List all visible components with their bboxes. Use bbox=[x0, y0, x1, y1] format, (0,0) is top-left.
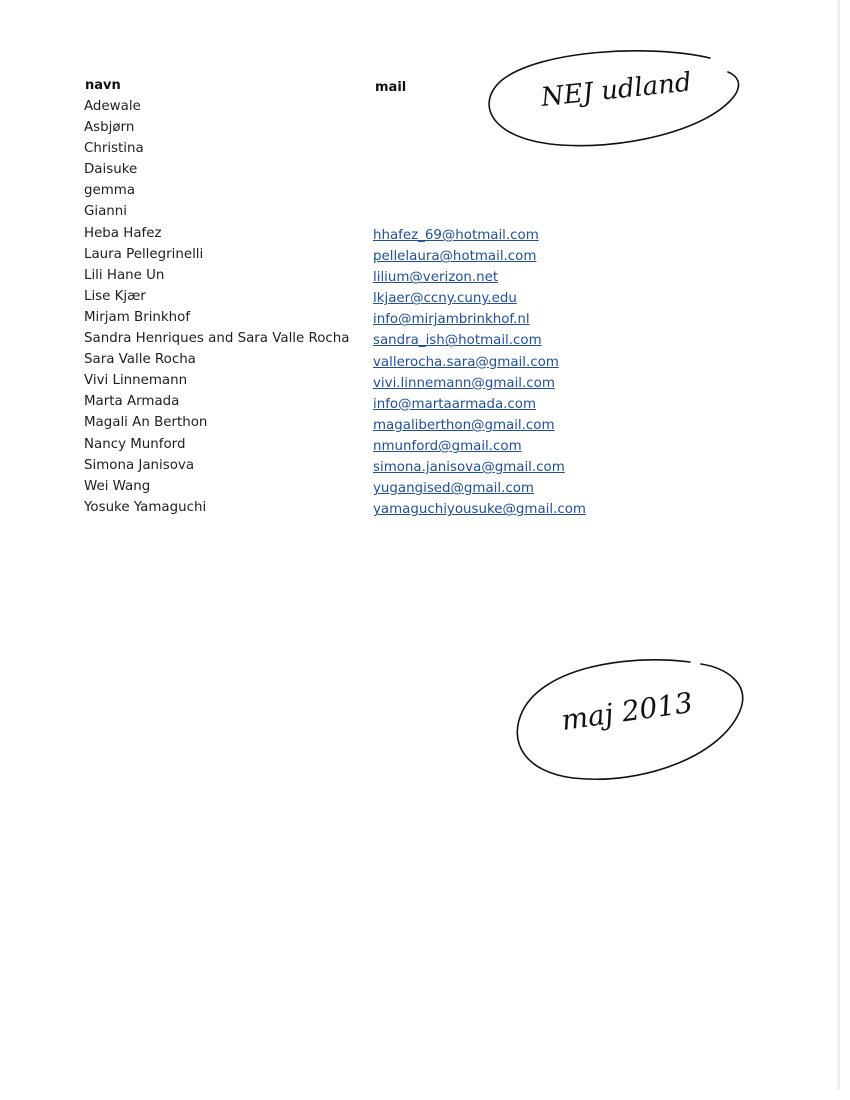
name-item: Laura Pellegrinelli bbox=[84, 246, 204, 262]
email-link[interactable]: yugangised@gmail.com bbox=[373, 481, 534, 497]
name-item: Lili Hane Un bbox=[84, 267, 165, 283]
email-link[interactable]: vivi.linnemann@gmail.com bbox=[373, 375, 555, 391]
name-item: Wei Wang bbox=[84, 478, 151, 494]
handwritten-note-text: NEJ udland bbox=[539, 67, 693, 113]
email-link[interactable]: vallerocha.sara@gmail.com bbox=[373, 354, 559, 370]
mail-column-header: mail bbox=[375, 80, 407, 95]
name-item: Adewale bbox=[84, 99, 141, 114]
name-item: Lise Kjær bbox=[84, 288, 146, 304]
email-link[interactable]: info@martaarmada.com bbox=[373, 396, 537, 412]
email-link[interactable]: magaliberthon@gmail.com bbox=[373, 417, 555, 433]
email-link[interactable]: hhafez_69@hotmail.com bbox=[373, 228, 539, 243]
email-link[interactable]: nmunford@gmail.com bbox=[373, 438, 522, 454]
name-item: Christina bbox=[84, 141, 144, 157]
handwritten-note-bottom bbox=[505, 650, 765, 800]
name-item: Nancy Munford bbox=[84, 436, 186, 452]
name-column-header: navn bbox=[85, 78, 121, 93]
email-link[interactable]: yamaguchiyousuke@gmail.com bbox=[373, 502, 586, 518]
name-item: Simona Janisova bbox=[84, 457, 195, 473]
name-item: Marta Armada bbox=[84, 394, 180, 410]
name-item: Daisuke bbox=[84, 162, 138, 178]
name-list bbox=[84, 96, 349, 518]
email-link[interactable]: lkjaer@ccny.cuny.edu bbox=[373, 291, 517, 307]
handwritten-date-text: maj 2013 bbox=[559, 685, 695, 737]
name-item: Magali An Berthon bbox=[84, 415, 208, 431]
name-item: Yosuke Yamaguchi bbox=[84, 499, 207, 515]
email-link[interactable]: pellelaura@hotmail.com bbox=[373, 249, 537, 265]
email-link[interactable]: simona.janisova@gmail.com bbox=[373, 460, 565, 476]
email-link[interactable]: sandra_ish@hotmail.com bbox=[373, 333, 542, 349]
email-list bbox=[373, 225, 586, 520]
name-item: gemma bbox=[84, 183, 136, 199]
name-item: Asbjørn bbox=[84, 120, 135, 136]
name-item: Vivi Linnemann bbox=[84, 373, 188, 389]
handwritten-note-top bbox=[480, 40, 750, 160]
name-item: Sara Valle Rocha bbox=[84, 352, 196, 368]
page-edge-shadow bbox=[837, 0, 840, 1090]
email-link[interactable]: lilium@verizon.net bbox=[373, 270, 499, 286]
name-item: Mirjam Brinkhof bbox=[84, 309, 191, 325]
name-item: Gianni bbox=[84, 204, 127, 220]
email-link[interactable]: info@mirjambrinkhof.nl bbox=[373, 312, 530, 328]
name-item: Sandra Henriques and Sara Valle Rocha bbox=[84, 331, 350, 347]
name-item: Heba Hafez bbox=[84, 225, 162, 241]
